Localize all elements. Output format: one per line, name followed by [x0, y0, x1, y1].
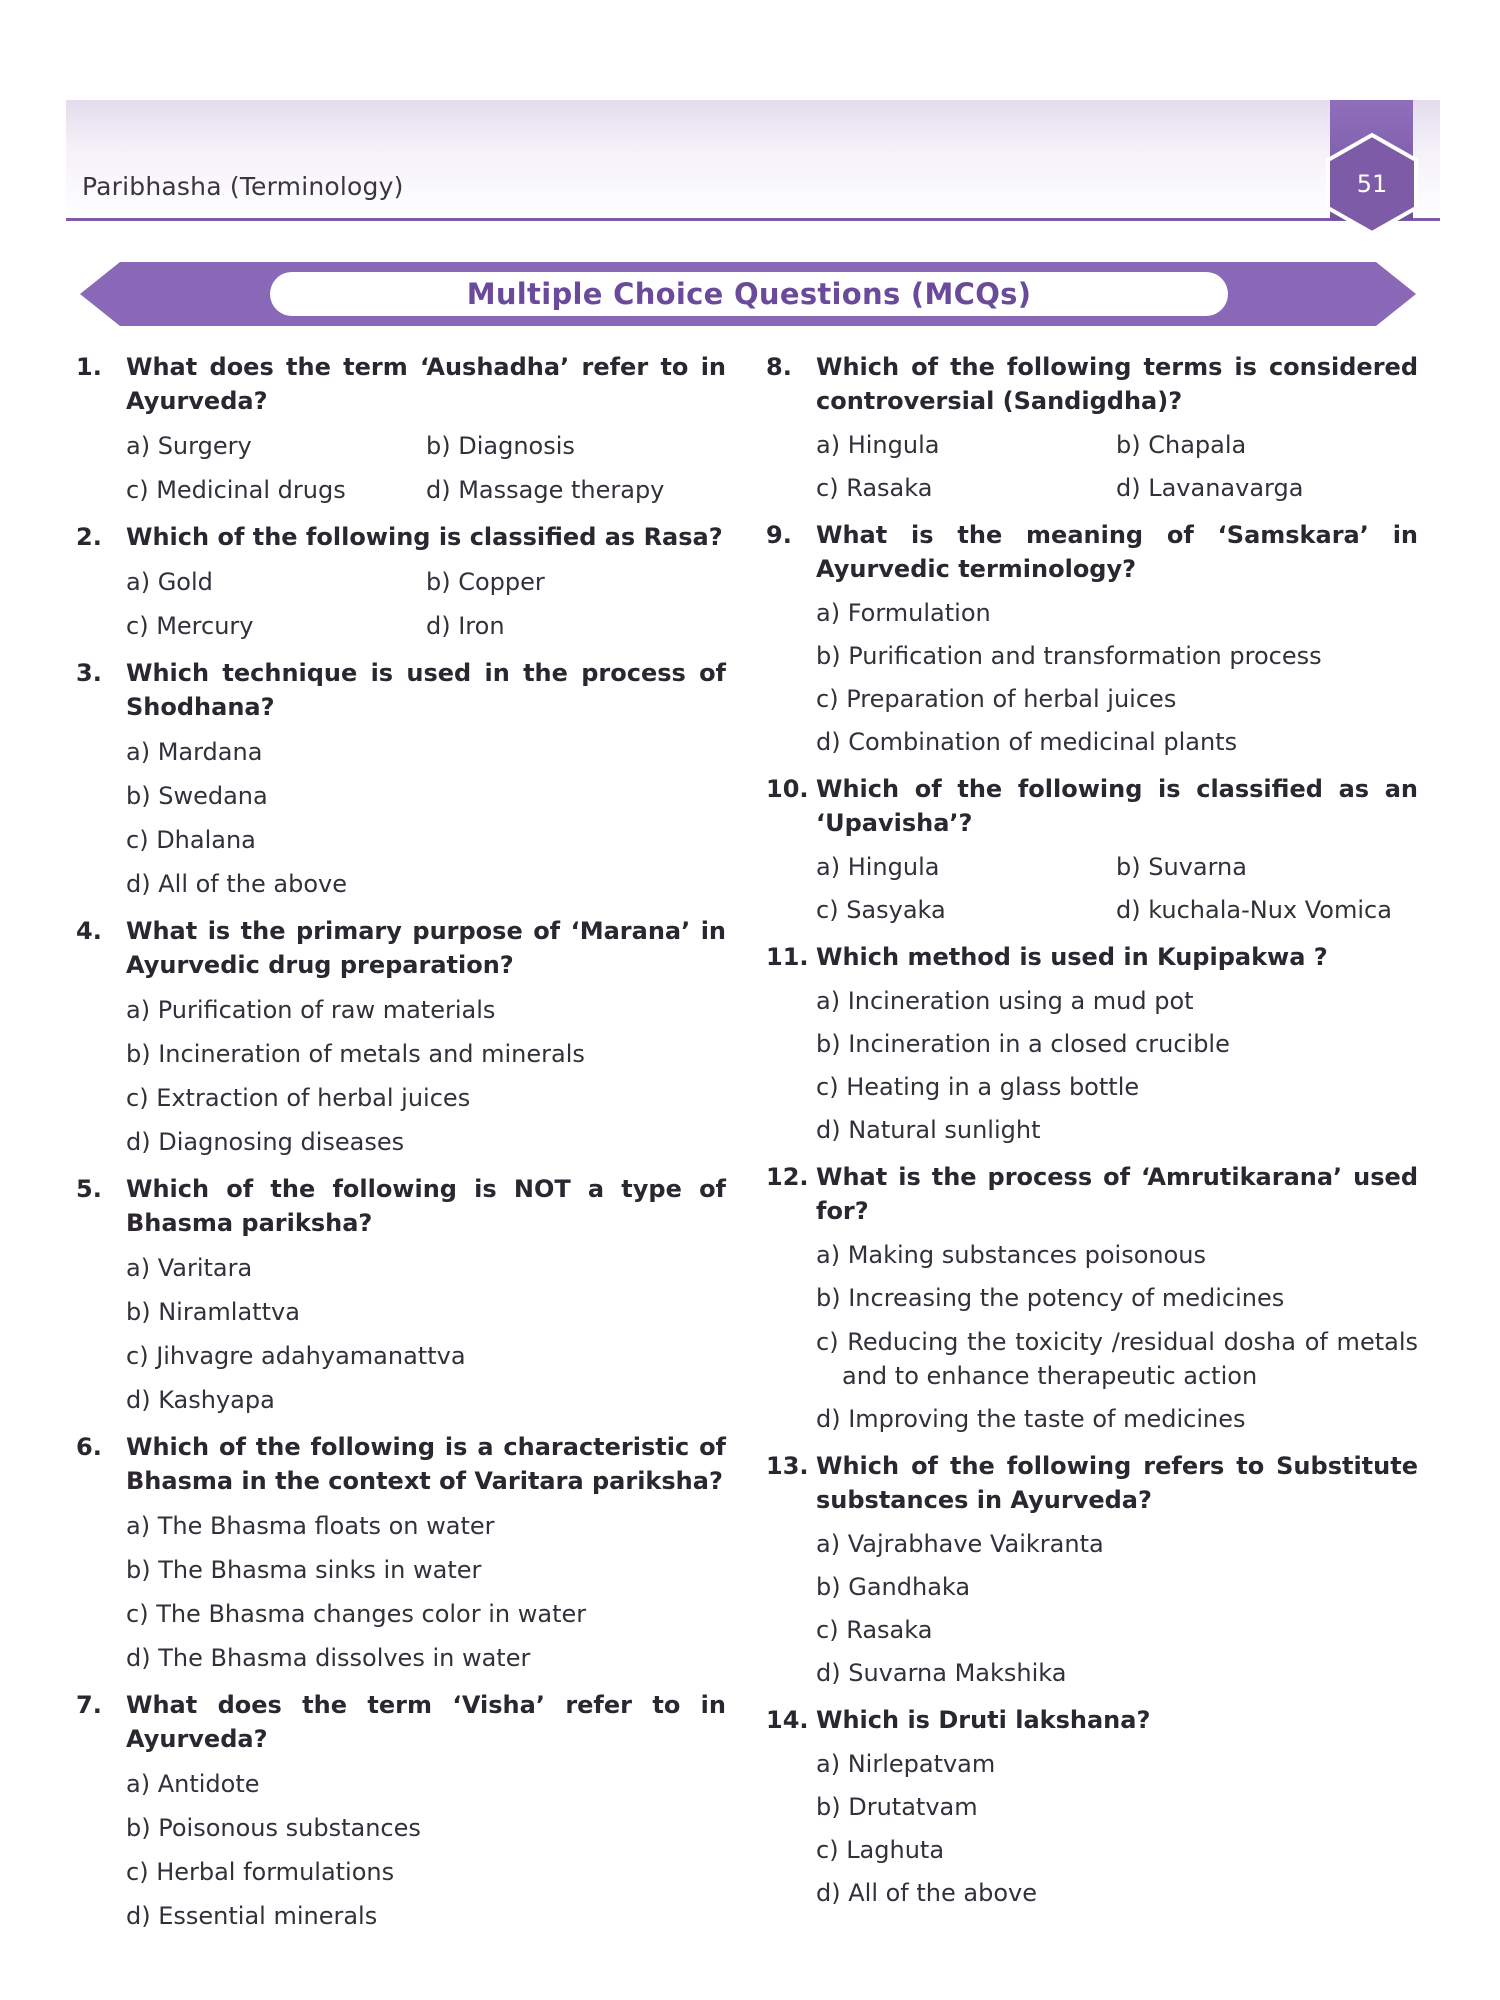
header-rule [66, 218, 1440, 221]
options [816, 980, 1418, 1152]
question-text: Which technique is used in the process of Shodhana? [126, 659, 726, 721]
option: d) Iron [426, 612, 505, 640]
question [76, 656, 726, 906]
question [76, 914, 726, 1164]
option: c) Extraction of herbal juices [126, 1084, 471, 1112]
question [76, 350, 726, 512]
question-number: 4. [76, 917, 102, 945]
options [126, 988, 726, 1164]
options [816, 1234, 1418, 1441]
option: b) Gandhaka [816, 1573, 971, 1601]
option: d) The Bhasma dissolves in water [126, 1644, 531, 1672]
question-text: What is the meaning of ‘Samskara’ in Ayurvedic terminology? [816, 521, 1418, 583]
option: b) Incineration in a closed crucible [816, 1030, 1230, 1058]
option: b) Poisonous substances [126, 1814, 421, 1842]
option: b) Suvarna [1116, 853, 1247, 881]
option: d) kuchala-Nux Vomica [1116, 896, 1392, 924]
options [126, 1246, 726, 1422]
option: c) The Bhasma changes color in water [126, 1600, 587, 1628]
question [766, 940, 1418, 1152]
option: a) Hingula [816, 853, 940, 881]
question [766, 1449, 1418, 1695]
option: a) Gold [126, 568, 213, 596]
question [76, 520, 726, 648]
option: d) Diagnosing diseases [126, 1128, 405, 1156]
option: a) Making substances poisonous [816, 1241, 1207, 1269]
options [816, 846, 1418, 932]
question-text: What does the term ‘Visha’ refer to in Ayurveda? [126, 1691, 726, 1753]
option: a) Surgery [126, 432, 252, 460]
option: c) Jihvagre adahyamanattva [126, 1342, 466, 1370]
option: c) Heating in a glass bottle [816, 1073, 1140, 1101]
option: c) Reducing the toxicity /residual dosha of metals and to enhance therapeutic action [816, 1328, 1418, 1390]
options [126, 560, 726, 648]
question-text: What does the term ‘Aushadha’ refer to in Ayurveda? [126, 353, 726, 415]
question [766, 1160, 1418, 1441]
option: b) Drutatvam [816, 1793, 978, 1821]
options [126, 424, 726, 512]
question [76, 1430, 726, 1680]
option: a) Varitara [126, 1254, 253, 1282]
question-number: 11. [766, 943, 809, 971]
option: b) Diagnosis [426, 432, 575, 460]
option: b) The Bhasma sinks in water [126, 1556, 482, 1584]
options [816, 424, 1418, 510]
question-number: 3. [76, 659, 102, 687]
page-number: 51 [1356, 170, 1388, 198]
question [76, 1688, 726, 1938]
question-text: Which method is used in Kupipakwa ? [816, 943, 1328, 971]
question-text: Which of the following terms is considered controversial (Sandigdha)? [816, 353, 1418, 415]
question-number: 10. [766, 775, 809, 803]
option: d) Combination of medicinal plants [816, 728, 1238, 756]
option: c) Mercury [126, 612, 254, 640]
option: d) Suvarna Makshika [816, 1659, 1067, 1687]
option: d) Natural sunlight [816, 1116, 1041, 1144]
option: a) Purification of raw materials [126, 996, 496, 1024]
section-title: Multiple Choice Questions (MCQs) [466, 277, 1032, 311]
question-number: 8. [766, 353, 792, 381]
question-text: Which of the following is classified as an ‘Upavisha’? [816, 775, 1418, 837]
question [766, 1703, 1418, 1915]
option: b) Niramlattva [126, 1298, 300, 1326]
option: a) Antidote [126, 1770, 260, 1798]
running-head: Paribhasha (Terminology) [82, 172, 404, 201]
option: d) All of the above [126, 870, 347, 898]
option: c) Medicinal drugs [126, 476, 346, 504]
option: b) Incineration of metals and minerals [126, 1040, 585, 1068]
option: c) Laghuta [816, 1836, 945, 1864]
option: c) Rasaka [816, 1616, 933, 1644]
question-text: Which of the following is classified as Rasa? [126, 523, 723, 551]
question-number: 2. [76, 523, 102, 551]
option: c) Dhalana [126, 826, 256, 854]
option: c) Rasaka [816, 474, 933, 502]
question [76, 1172, 726, 1422]
option: c) Preparation of herbal juices [816, 685, 1177, 713]
option: a) Incineration using a mud pot [816, 987, 1194, 1015]
option: b) Swedana [126, 782, 268, 810]
question-number: 9. [766, 521, 792, 549]
question-text: Which is Druti lakshana? [816, 1706, 1151, 1734]
question [766, 350, 1418, 510]
question-number: 12. [766, 1163, 809, 1191]
option: b) Purification and transformation process [816, 642, 1322, 670]
question [766, 772, 1418, 932]
option: b) Copper [426, 568, 545, 596]
question-number: 7. [76, 1691, 102, 1719]
option: a) Mardana [126, 738, 263, 766]
question-text: Which of the following refers to Substitute substances in Ayurveda? [816, 1452, 1418, 1514]
options [126, 1504, 726, 1680]
option: a) The Bhasma floats on water [126, 1512, 495, 1540]
question-number: 14. [766, 1706, 809, 1734]
header-band [66, 100, 1440, 220]
question [766, 518, 1418, 764]
option: d) Kashyapa [126, 1386, 275, 1414]
option: a) Nirlepatvam [816, 1750, 996, 1778]
question-text: Which of the following is a characteristic of Bhasma in the context of Varitara pariksha? [126, 1433, 726, 1495]
option: d) Essential minerals [126, 1902, 378, 1930]
option: a) Vajrabhave Vaikranta [816, 1530, 1104, 1558]
question-number: 13. [766, 1452, 809, 1480]
options [816, 1743, 1418, 1915]
question-text: What is the process of ‘Amrutikarana’ used for? [816, 1163, 1418, 1225]
question-number: 6. [76, 1433, 102, 1461]
question-text: Which of the following is NOT a type of Bhasma pariksha? [126, 1175, 726, 1237]
options [126, 730, 726, 906]
option: d) Massage therapy [426, 476, 665, 504]
option: d) All of the above [816, 1879, 1037, 1907]
options [126, 1762, 726, 1938]
option: a) Formulation [816, 599, 991, 627]
option: a) Hingula [816, 431, 940, 459]
option: c) Herbal formulations [126, 1858, 395, 1886]
left-column [76, 350, 726, 1946]
option: b) Chapala [1116, 431, 1247, 459]
option: c) Sasyaka [816, 896, 946, 924]
question-text: What is the primary purpose of ‘Marana’ in Ayurvedic drug preparation? [126, 917, 726, 979]
option: b) Increasing the potency of medicines [816, 1284, 1285, 1312]
option: d) Lavanavarga [1116, 474, 1304, 502]
options [816, 592, 1418, 764]
question-number: 5. [76, 1175, 102, 1203]
right-column [766, 350, 1418, 1923]
options [816, 1523, 1418, 1695]
option: d) Improving the taste of medicines [816, 1405, 1246, 1433]
question-number: 1. [76, 353, 102, 381]
